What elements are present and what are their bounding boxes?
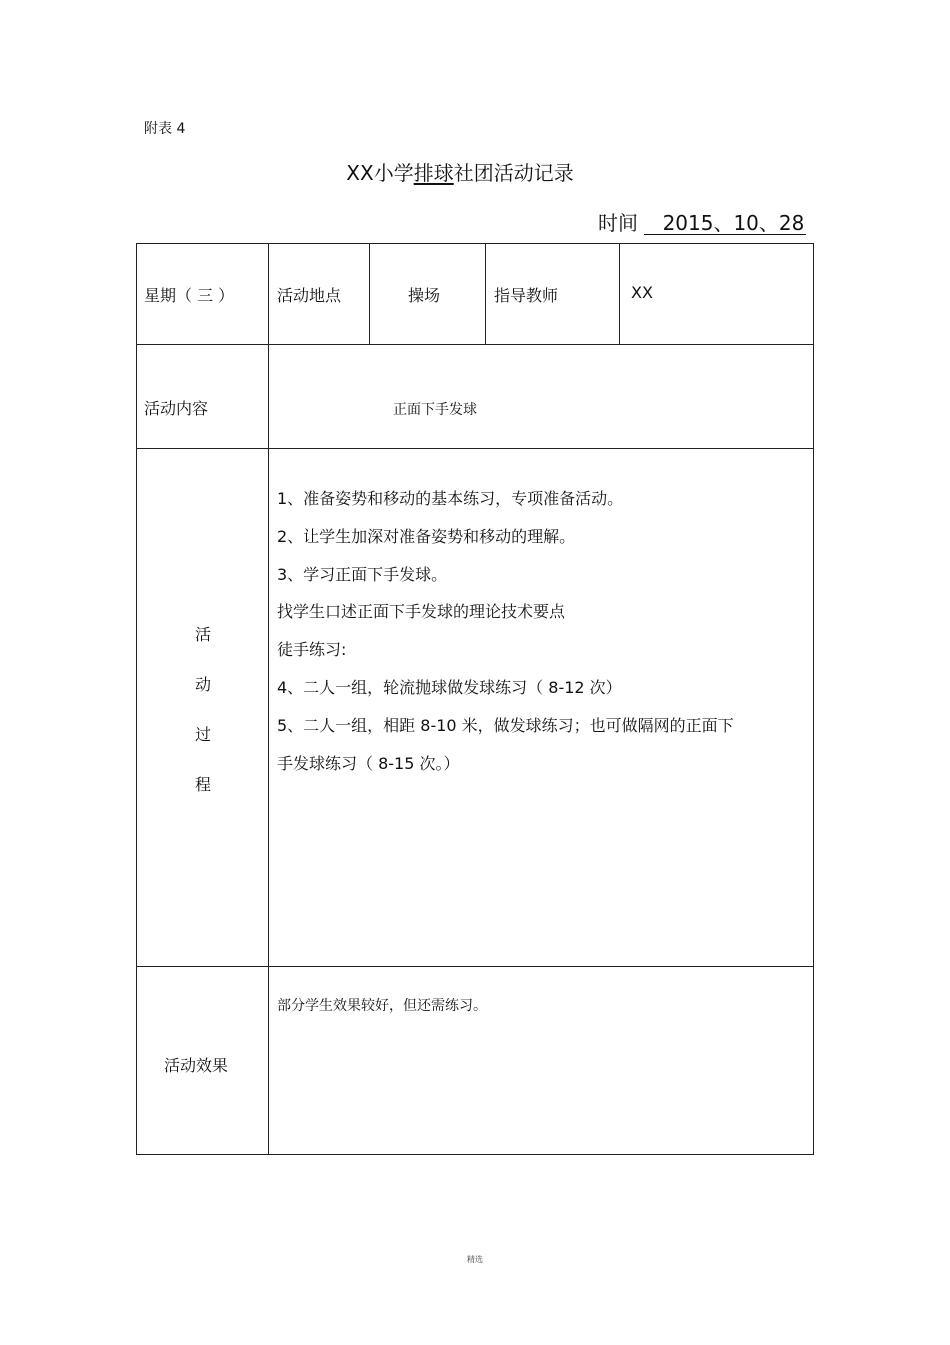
content-label: 活动内容 xyxy=(144,399,209,418)
location-value: 操场 xyxy=(408,286,441,305)
process-label-char: 活 xyxy=(194,625,211,644)
date-label: 时间 xyxy=(598,211,638,235)
teacher-value: XX xyxy=(631,283,653,302)
process-label-char: 程 xyxy=(194,775,211,794)
process-line: 3、学习正面下手发球。 xyxy=(277,564,448,584)
title-underlined: 排球 xyxy=(413,161,454,185)
title-prefix: XX小学 xyxy=(346,161,414,185)
page-title xyxy=(0,157,920,186)
effect-label: 活动效果 xyxy=(164,1056,229,1075)
weekday-cell: 星期（ 三 ） xyxy=(144,286,235,305)
teacher-label: 指导教师 xyxy=(494,286,559,305)
process-content xyxy=(277,480,797,782)
process-line: 手发球练习（ 8-15 次。） xyxy=(277,753,460,773)
process-label-char: 过 xyxy=(194,725,211,744)
row-divider xyxy=(136,344,814,345)
content-value: 正面下手发球 xyxy=(393,402,477,418)
process-line: 5、二人一组，相距 8-10 米，做发球练习；也可做隔网的正面下 xyxy=(277,715,734,735)
process-line: 1、准备姿势和移动的基本练习，专项准备活动。 xyxy=(277,489,624,508)
appendix-label: 附表 4 xyxy=(144,121,186,137)
process-line: 4、二人一组，轮流抛球做发球练习（ 8-12 次） xyxy=(277,677,622,697)
process-line: 徒手练习: xyxy=(277,640,347,660)
footer-text: 精选 xyxy=(467,1255,483,1264)
process-line: 找学生口述正面下手发球的理论技术要点 xyxy=(277,602,566,622)
row-divider xyxy=(136,448,814,449)
title-suffix: 社团活动记录 xyxy=(453,161,574,185)
date-value: 2015、10、28 xyxy=(644,212,806,235)
effect-value: 部分学生效果较好，但还需练习。 xyxy=(277,998,487,1014)
process-label-char: 动 xyxy=(194,675,211,694)
col-divider xyxy=(268,243,269,1155)
location-label: 活动地点 xyxy=(277,286,342,305)
col-divider xyxy=(619,243,620,345)
date-line xyxy=(598,207,806,236)
row-divider xyxy=(136,966,814,967)
col-divider xyxy=(485,243,486,345)
process-line: 2、让学生加深对准备姿势和移动的理解。 xyxy=(277,526,576,546)
col-divider xyxy=(369,243,370,345)
